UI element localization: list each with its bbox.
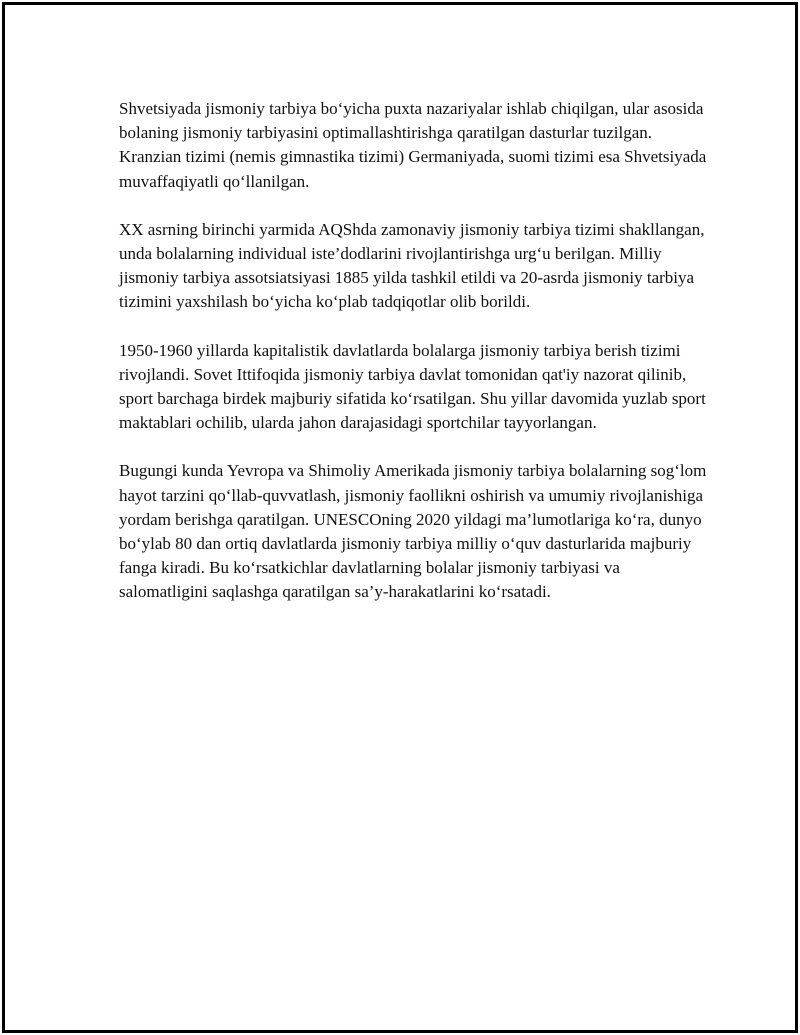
paragraph: XX asrning birinchi yarmida AQShda zamonaviy jismoniy tarbiya tizimi shakllangan, unda bolalarning individual iste’dodlarini rivojlantirishga urg‘u berilgan. Milliy jismoniy tarbiya assotsiatsiyasi 1885 yilda tashkil etildi va 20-asrda jismoniy tarbiya tizimini yaxshilash bo‘yicha ko‘plab tadqiqotlar olib borildi. <box>119 219 705 312</box>
document-page <box>2 2 798 1033</box>
paragraph: 1950-1960 yillarda kapitalistik davlatlarda bolalarga jismoniy tarbiya berish tizimi rivojlandi. Sovet Ittifoqida jismoniy tarbiya davlat tomonidan qat'iy nazorat qilinib, sport barchaga birdek majburiy sifatida ko‘rsatilgan. Shu yillar davomida yuzlab sport maktablari ochilib, ularda jahon darajasidagi sportchilar tayyorlangan. <box>119 340 706 433</box>
document-body <box>119 97 709 629</box>
paragraph: Shvetsiyada jismoniy tarbiya bo‘yicha puxta nazariyalar ishlab chiqilgan, ular asosida bolaning jismoniy tarbiyasini optimallashtirishga qaratilgan dasturlar tuzilgan. Kranzian tizimi (nemis gimnastika tizimi) Germaniyada, suomi tizimi esa Shvetsiyada muvaffaqiyatli qo‘llanilgan. <box>119 99 707 191</box>
paragraph: Bugungi kunda Yevropa va Shimoliy Amerikada jismoniy tarbiya bolalarning sog‘lom hayot tarzini qo‘llab-quvvatlash, jismoniy faollikni oshirish va umumiy rivojlanishiga yordam berishga qaratilgan. UNESCOning 2020 yildagi ma’lumotlariga ko‘ra, dunyo bo‘ylab 80 dan ortiq davlatlarda jismoniy tarbiya milliy o‘quv dasturlarida majburiy fanga kiradi. Bu ko‘rsatkichlar davlatlarning bolalar jismoniy tarbiyasi va salomatligini saqlashga qaratilgan sa’y-harakatlarini ko‘rsatadi. <box>119 461 707 602</box>
